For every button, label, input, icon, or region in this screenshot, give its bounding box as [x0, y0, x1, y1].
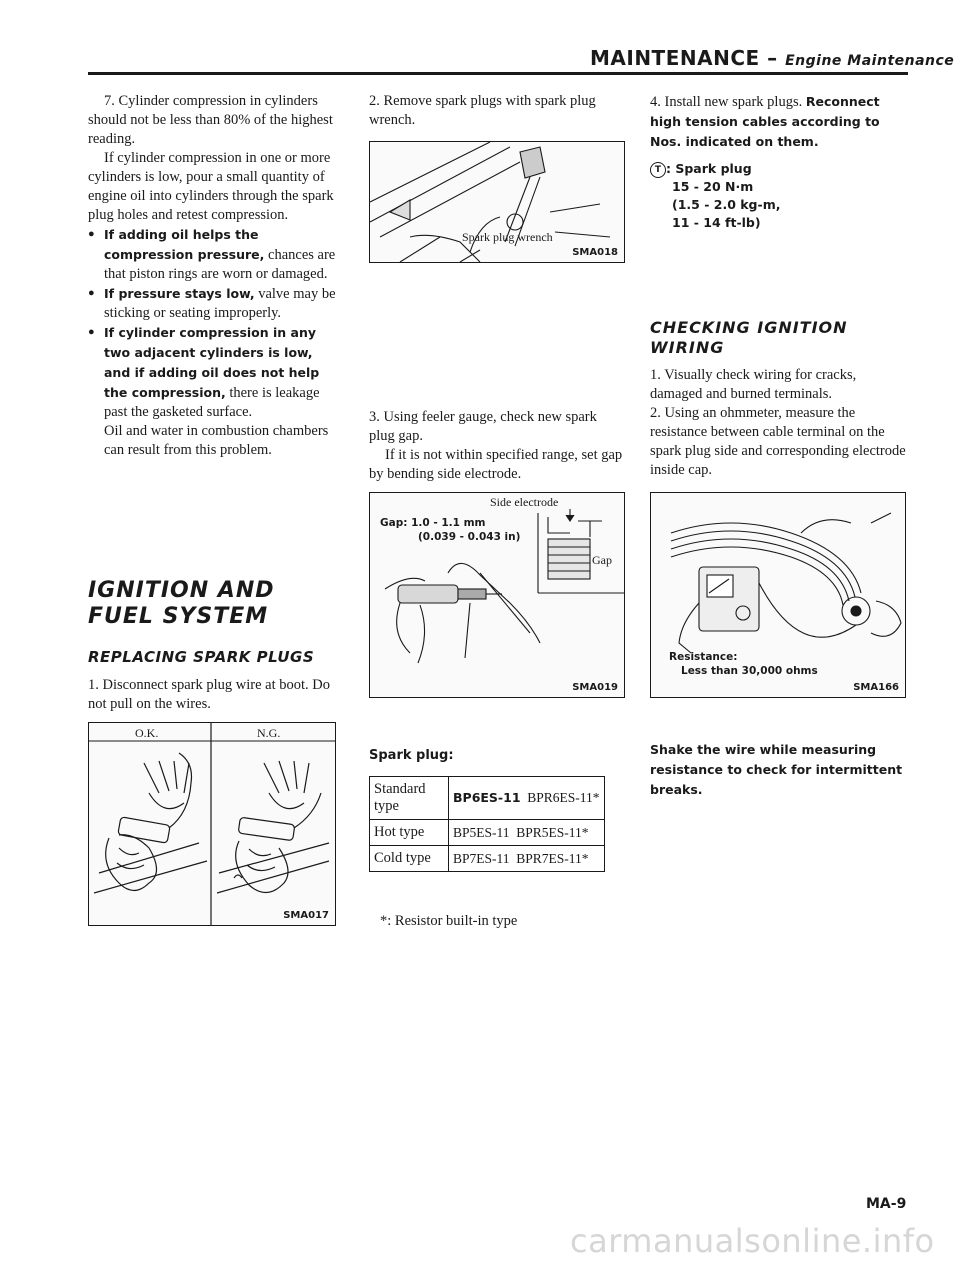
table-row	[370, 846, 605, 872]
header-rule	[88, 72, 908, 75]
step-3-detail: If it is not within specified range, set gap by bending side electrode.	[369, 447, 623, 482]
section-line-1: IGNITION AND	[88, 578, 275, 603]
torque-value-3: 11 - 14 ft-lb)	[672, 215, 761, 230]
figure-ohmmeter	[650, 492, 906, 698]
subsection-heading: REPLACING SPARK PLUGS	[88, 648, 315, 666]
figure-spark-plug-wrench	[369, 141, 625, 263]
bullet-3-bold: If cylinder compression in any two adjacent cylinders is low, and if adding oil does not help the compression,	[104, 325, 320, 400]
page-header	[590, 46, 954, 70]
figure-plug-wire-boot	[88, 722, 336, 926]
bullet-2-bold: If pressure stays low,	[104, 286, 255, 301]
wiring-steps	[650, 366, 908, 480]
section-line-2: FUEL SYSTEM	[88, 604, 269, 629]
figure-plug-wire-drawing	[89, 723, 335, 925]
bullet-3-rest: there is leakage past the gasketed surface.	[104, 385, 320, 420]
step-4-text: 4. Install new spark plugs.	[650, 94, 803, 110]
figure-gap-heading: Gap:	[380, 517, 408, 529]
figure-gap-caption	[380, 517, 486, 529]
table-cell-type: Cold type	[370, 846, 449, 872]
header-sub: Engine Maintenance	[785, 53, 955, 69]
table-footnote: *: Resistor built-in type	[380, 913, 518, 929]
figure-ok-label: O.K.	[135, 726, 159, 740]
header-dash: –	[759, 46, 786, 70]
torque-value-2: (1.5 - 2.0 kg-m,	[672, 197, 781, 212]
figure-side-electrode-label: Side electrode	[490, 495, 559, 509]
figure-code-sma166: SMA166	[853, 682, 899, 693]
spark-plug-table-label: Spark plug:	[369, 748, 454, 763]
wiring-step-1: 1. Visually check wiring for cracks, damaged and burned terminals.	[650, 367, 857, 402]
spark-plug-table	[369, 776, 605, 872]
bullet-3-extra: Oil and water in combustion chambers can result from this problem.	[104, 423, 329, 458]
figure-resistance-label: Resistance:	[669, 651, 738, 663]
wiring-step-2: 2. Using an ohmmeter, measure the resistance between cable terminal on the spark plug side and corresponding electrode inside cap.	[650, 405, 906, 478]
step-3-gap	[369, 408, 624, 484]
figure-code-sma018: SMA018	[572, 247, 618, 258]
torque-value-1: 15 - 20 N·m	[672, 179, 754, 194]
section-line-1: CHECKING IGNITION	[650, 318, 848, 337]
figure-gap-mm: 1.0 - 1.1 mm	[411, 517, 486, 529]
step-1-disconnect: 1. Disconnect spark plug wire at boot. Do not pull on the wires.	[88, 677, 331, 712]
table-cell-v2: BPR6ES-11*	[527, 790, 600, 805]
figure-ng-label: N.G.	[257, 726, 281, 740]
step-4-bold: Reconnect high tension cables according to Nos. indicated on them.	[650, 94, 880, 149]
table-cell-type: Hot type	[370, 820, 449, 846]
section-heading-wiring	[650, 318, 848, 358]
table-row	[370, 820, 605, 846]
table-cell-v1: BP7ES-11	[453, 850, 510, 866]
bullet-pressure-low	[88, 284, 338, 323]
torque-label: : Spark plug	[666, 161, 752, 176]
table-cell-v1: BP6ES-11	[453, 790, 521, 805]
figure-code-sma019: SMA019	[572, 682, 618, 693]
figure-spark-plug-gap	[369, 492, 625, 698]
step-7-detail: If cylinder compression in one or more cylinders is low, pour a small quantity of engine oil into cylinders through the spark plug holes and retest compression.	[88, 150, 334, 223]
column-1-text	[88, 92, 338, 460]
bullet-2-rest: valve may be sticking or seating improperly.	[104, 286, 336, 321]
shake-wire-note: Shake the wire while measuring resistance to check for intermittent breaks.	[650, 742, 903, 797]
page-number: MA-9	[866, 1196, 907, 1212]
torque-heading	[650, 160, 780, 178]
bullet-oil-helps	[88, 225, 338, 284]
table-row	[370, 777, 605, 820]
section-line-2: WIRING	[650, 338, 725, 357]
table-cell-value	[449, 846, 605, 872]
table-cell-v1: BP5ES-11	[453, 824, 510, 840]
step-4-install	[650, 92, 908, 152]
figure-wrench-label: Spark plug wrench	[462, 230, 553, 244]
table-cell-value	[449, 777, 605, 820]
figure-gap-label: Gap	[592, 553, 612, 567]
table-cell-type: Standard type	[370, 777, 449, 820]
step-2-remove: 2. Remove spark plugs with spark plug wrench.	[369, 93, 596, 128]
bullet-1-bold: If adding oil helps the compression pressure,	[104, 227, 265, 262]
torque-spec	[650, 160, 780, 232]
step-3: 3. Using feeler gauge, check new spark plug gap.	[369, 409, 597, 444]
figure-code-sma017: SMA017	[283, 910, 329, 921]
table-cell-v2: BPR7ES-11*	[516, 850, 589, 866]
figure-resistance-value: Less than 30,000 ohms	[681, 665, 818, 677]
step-7: 7. Cylinder compression in cylinders should not be less than 80% of the highest reading.	[88, 93, 333, 147]
section-heading-ignition	[88, 578, 275, 630]
figure-gap-in: (0.039 - 0.043 in)	[418, 531, 521, 543]
bullet-1-rest: chances are that piston rings are worn or damaged.	[104, 247, 336, 282]
table-cell-value	[449, 820, 605, 846]
bullet-adjacent-low	[88, 323, 338, 422]
watermark: carmanualsonline.info	[570, 1222, 935, 1260]
torque-icon: T	[650, 162, 666, 178]
header-main: MAINTENANCE	[590, 46, 760, 70]
table-cell-v2: BPR5ES-11*	[516, 824, 589, 840]
